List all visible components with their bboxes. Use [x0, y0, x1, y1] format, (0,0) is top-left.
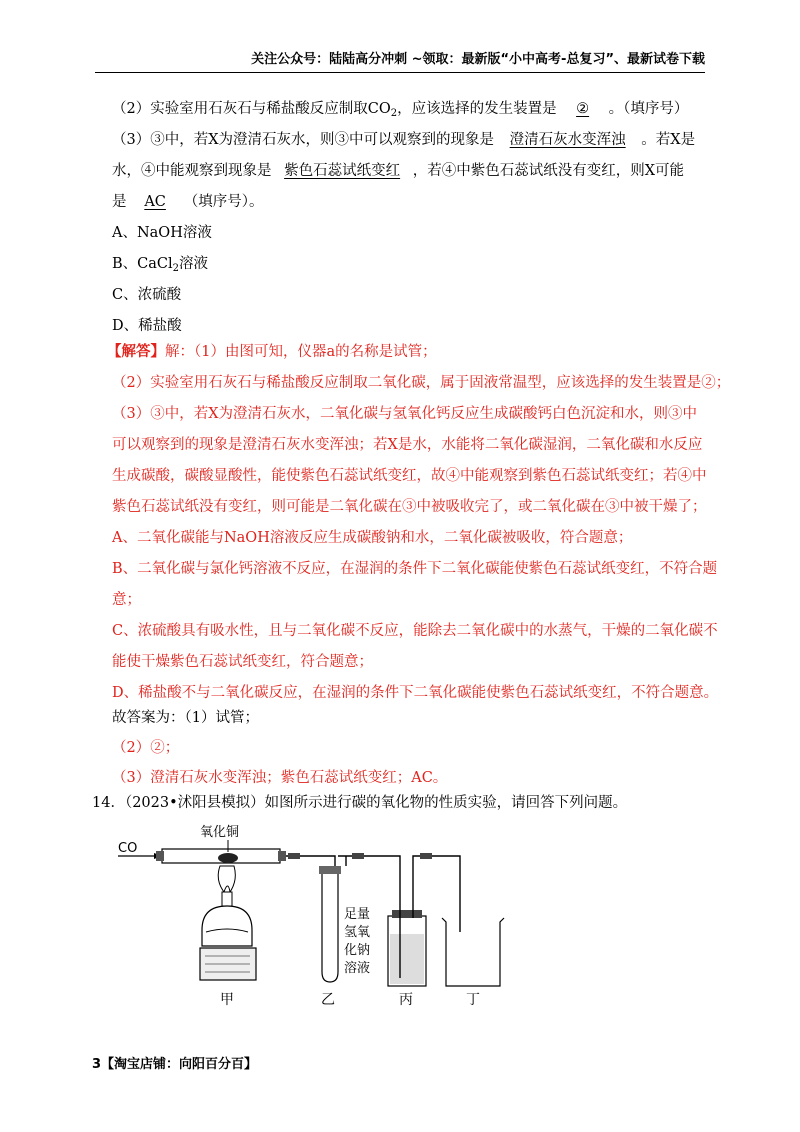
copper-oxide-powder — [218, 853, 238, 863]
solution-line: A、二氧化碳能与NaOH溶液反应生成碳酸钠和水，二氧化碳被吸收，符合题意； — [112, 530, 633, 546]
reagent-label-line: 化钠 — [344, 943, 371, 958]
beaker — [442, 918, 504, 986]
page-footer: 3【淘宝店铺：向阳百分百】 — [92, 1057, 258, 1072]
stopper-yi — [319, 866, 341, 874]
alcohol-lamp — [202, 906, 252, 946]
stopper-right — [278, 851, 286, 861]
solution-line: 紫色石蕊试纸没有变红，则可能是二氧化碳在③中被吸收完了，或二氧化碳在③中被干燥了； — [112, 499, 707, 515]
lamp-wick-holder — [222, 892, 232, 906]
co-label: CO — [118, 841, 138, 856]
label-jia: 甲 — [220, 992, 234, 1008]
answer-line: （2）②； — [112, 740, 180, 756]
solution-line-1: 【解答】解：（1）由图可知，仪器a的名称是试管； — [107, 343, 437, 360]
reagent-label-line: 氢氧 — [344, 925, 371, 940]
solution-line: B、二氧化碳与氯化钙溶液不反应，在湿润的条件下二氧化碳能使紫色石蕊试纸变红，不符合题 — [112, 561, 718, 577]
question-2-line: （2）实验室用石灰石与稀盐酸反应制取$CO_2$，应该选择的发生装置是 ② 。（填序号） — [112, 98, 712, 125]
solution-line: 意； — [112, 592, 141, 608]
solution-line: 生成碳酸，碳酸显酸性，能使紫色石蕊试纸变红，故④中能观察到紫色石蕊试纸变红；若④中 — [112, 468, 707, 484]
apparatus-diagram — [110, 822, 550, 1022]
question-3-line-3: 是 AC （填序号）。 — [112, 191, 712, 213]
answer-line: （3）澄清石灰水变浑浊；紫色石蕊试纸变红；AC。 — [112, 770, 448, 786]
naoh-solution — [390, 934, 424, 984]
answer-line: 故答案为：（1）试管； — [112, 710, 259, 726]
solution-line: 可以观察到的现象是澄清石灰水变浑浊；若X是水，水能将二氧化碳湿润，二氧化碳和水反应 — [112, 437, 703, 453]
rubber-joint — [288, 853, 300, 859]
solution-line: 能使干燥紫色石蕊试纸变红，符合题意； — [112, 654, 373, 670]
reagent-label-line: 足量 — [344, 907, 371, 922]
question-3-line-1: （3）③中，若X为澄清石灰水，则③中可以观察到的现象是 澄清石灰水变浑浊 。若X是 — [112, 129, 712, 151]
option-d: D、稀盐酸 — [112, 318, 182, 334]
solution-line: （2）实验室用石灰石与稀盐酸反应制取二氧化碳，属于固液常温型，应该选择的发生装置是②； — [112, 375, 731, 391]
question-14-stem: 14．（2023•沭阳县模拟）如图所示进行碳的氧化物的性质实验，请回答下列问题。 — [92, 795, 628, 811]
option-a: A、NaOH溶液 — [112, 225, 212, 241]
solution-line: D、稀盐酸不与二氧化碳反应，在湿润的条件下二氧化碳能使紫色石蕊试纸变红，不符合题意。 — [112, 685, 719, 701]
option-b: B、CaCl$_2$溶液 — [112, 256, 209, 274]
rubber-joint — [420, 853, 432, 859]
rubber-joint — [352, 853, 364, 859]
label-yi: 乙 — [321, 992, 335, 1008]
flame-icon — [218, 866, 235, 892]
copper-oxide-label: 氧化铜 — [200, 825, 240, 840]
question-3-line-2: 水，④中能观察到现象是 紫色石蕊试纸变红 ，若④中紫色石蕊试纸没有变红，则X可能 — [112, 160, 712, 182]
answer-blank: 紫色石蕊试纸变红 — [284, 163, 401, 179]
test-tube-yi — [322, 870, 338, 982]
answer-blank: AC — [144, 194, 166, 210]
reagent-label-line: 溶液 — [344, 961, 371, 976]
option-c: C、浓硫酸 — [112, 287, 182, 303]
answer-blank: 澄清石灰水变浑浊 — [509, 132, 626, 148]
stopper-left — [156, 851, 164, 861]
label-bing: 丙 — [399, 992, 413, 1008]
label-ding: 丁 — [466, 992, 480, 1008]
solution-tag: 【解答】 — [107, 343, 165, 360]
solution-line: C、浓硫酸具有吸水性，且与二氧化碳不反应，能除去二氧化碳中的水蒸气，干燥的二氧化碳不 — [112, 623, 718, 639]
page-header: 关注公众号：陆陆高分冲刺 ~领取：最新版“小中高考-总复习”、最新试卷下载 — [95, 50, 705, 73]
solution-line: （3）③中，若X为澄清石灰水，二氧化碳与氢氧化钙反应生成碳酸钙白色沉淀和水，则③中 — [112, 406, 698, 422]
bottle-cap — [392, 910, 422, 918]
answer-blank: ② — [576, 101, 590, 117]
connector-tube-3 — [338, 856, 400, 910]
